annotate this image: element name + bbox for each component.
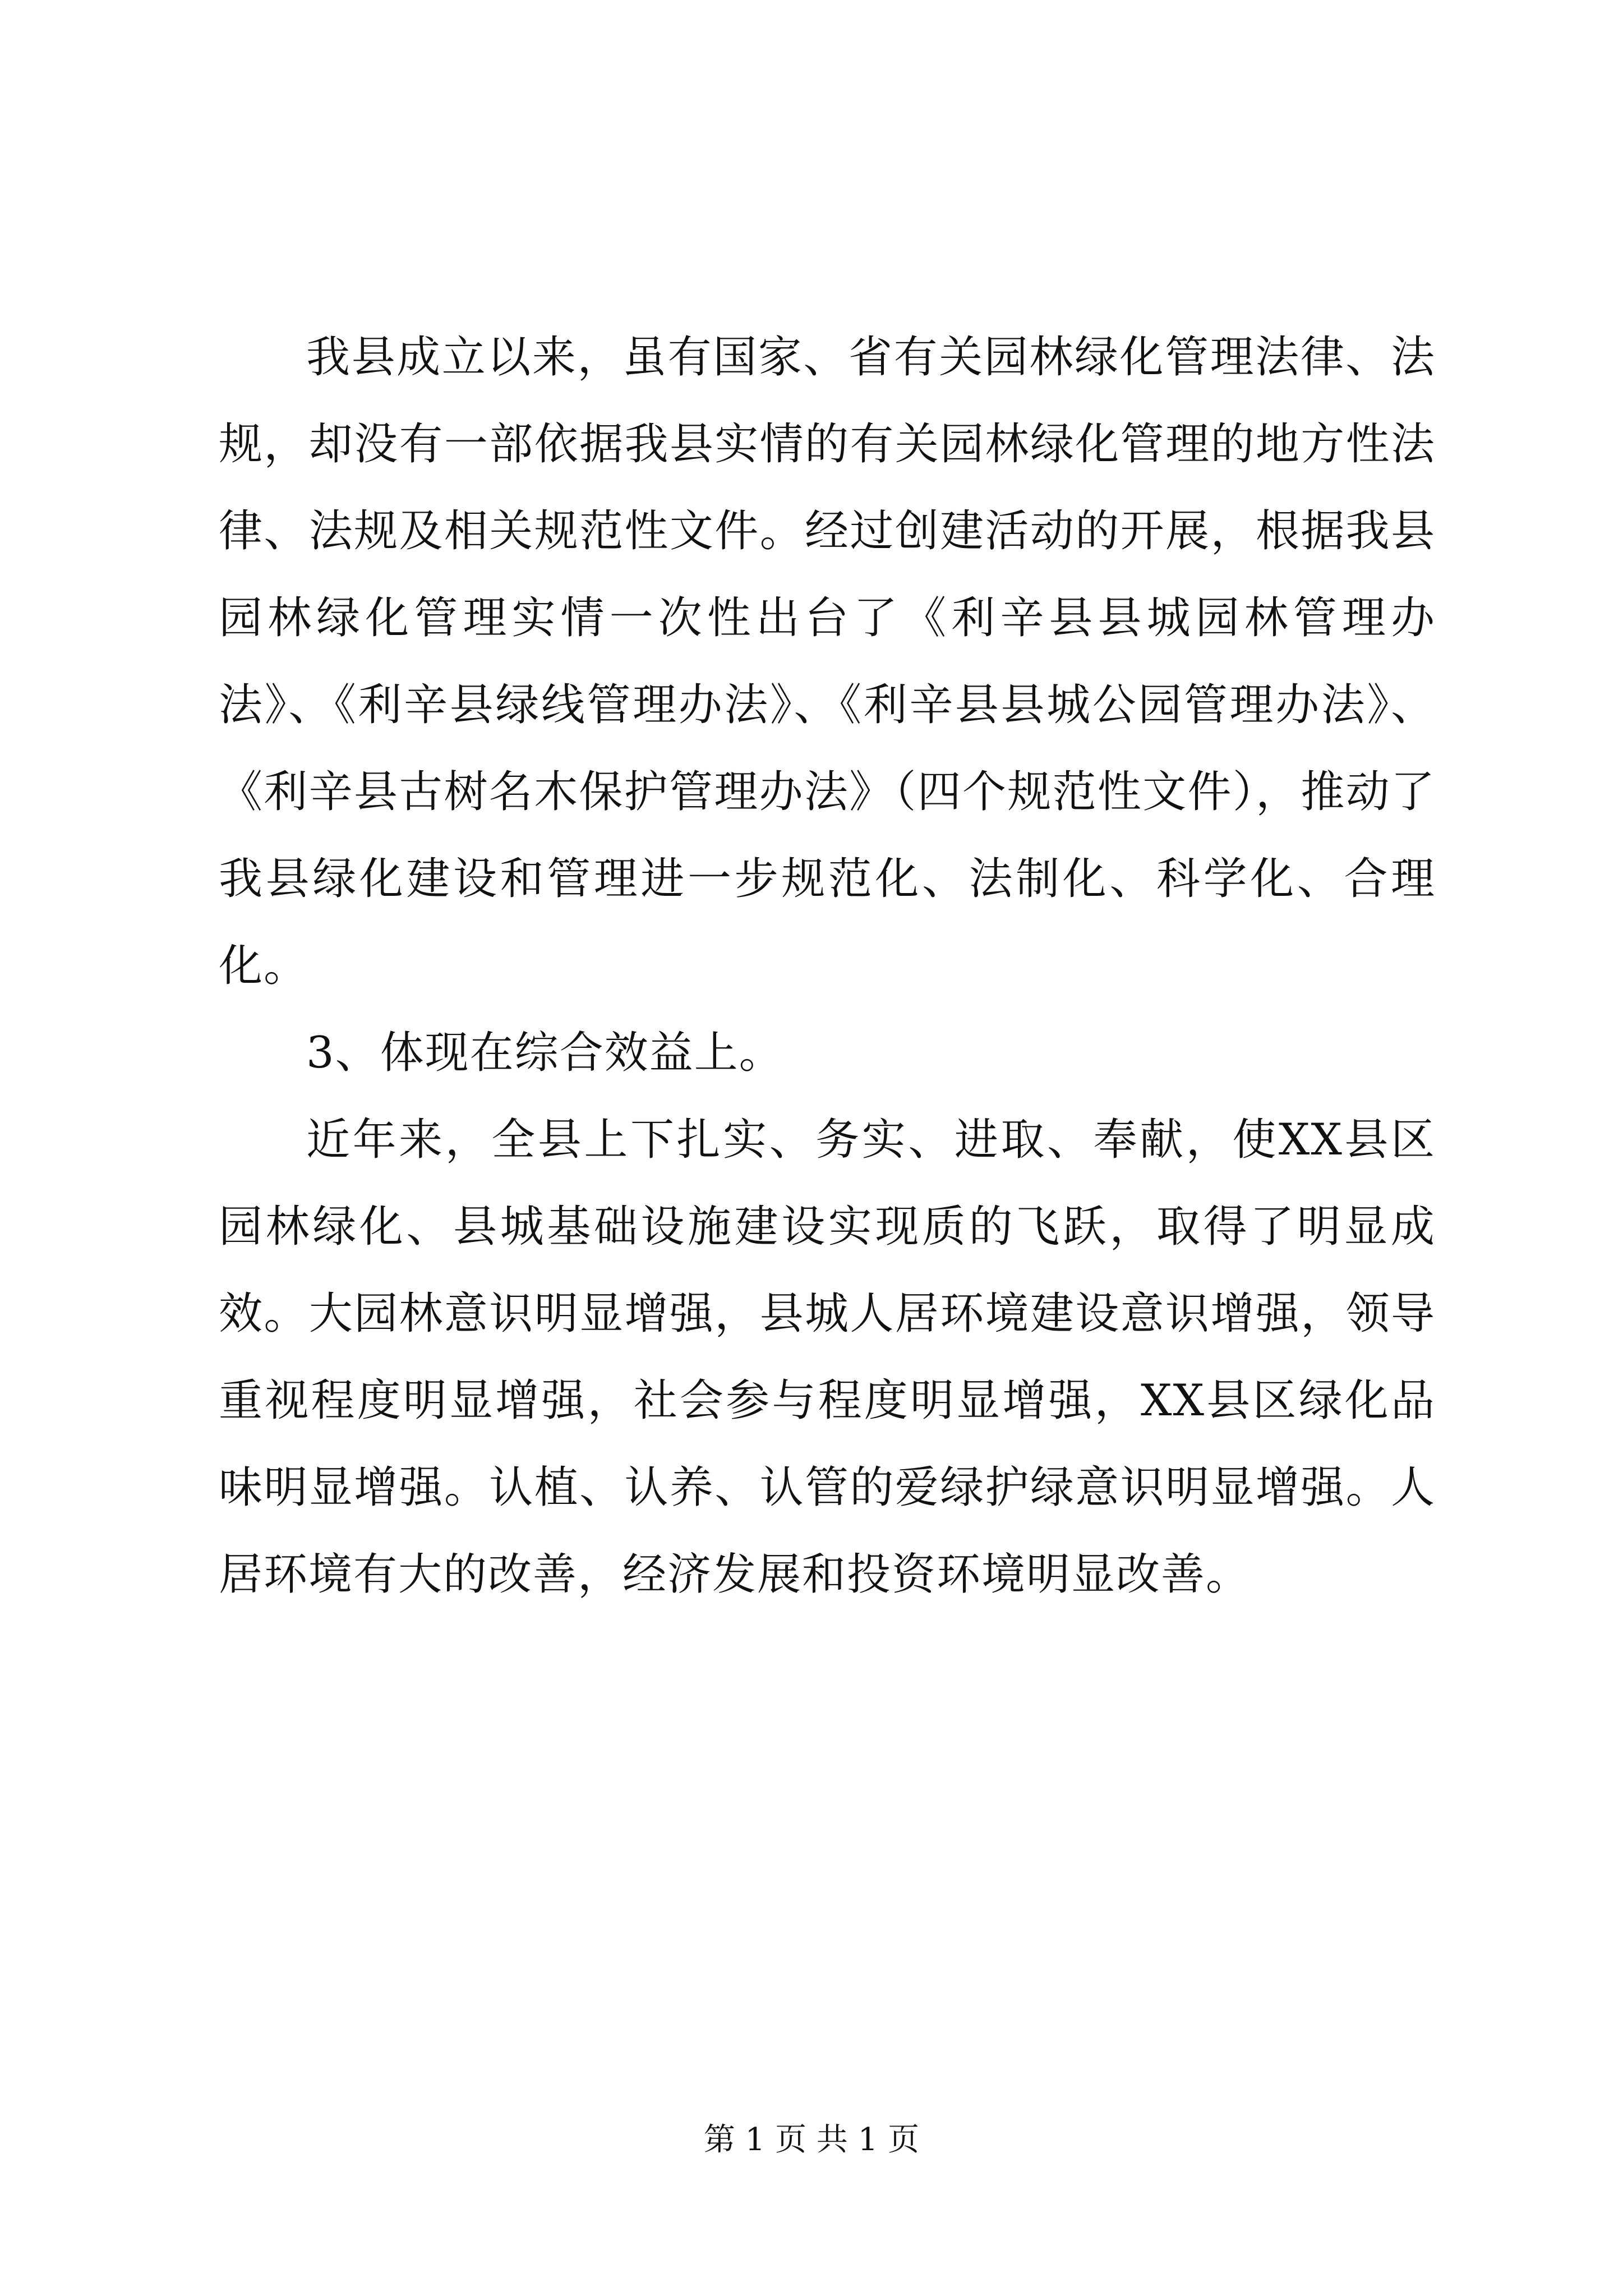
page-footer: 第 1 页 共 1 页 (703, 2122, 920, 2158)
paragraph-heading-benefits: 3、体现在综合效益上。 (306, 1028, 784, 1078)
paragraph-achievements: 近年来，全县上下扎实、务实、进取、奉献，使XX县区园林绿化、县城基础设施建设实现质的飞跃，取得了明显成效。大园林意识明显增强，县城人居环境建设意识增强，领导重视程度明显增强，社会参与程度明显增强，XX县区绿化品味明显增强。认植、认养、认管的爱绿护绿意识明显增强。人居环境有大的改善，经济发展和投资环境明显改善。 (219, 1115, 1436, 1600)
document-body (219, 314, 1436, 1618)
paragraph-regulations: 我县成立以来，虽有国家、省有关园林绿化管理法律、法规，却没有一部依据我县实情的有关园林绿化管理的地方性法律、法规及相关规范性文件。经过创建活动的开展，根据我县园林绿化管理实情一次性出台了《利辛县县城园林管理办法》、《利辛县绿线管理办法》、《利辛县县城公园管理办法》、《利辛县古树名木保护管理办法》（四个规范性文件），推动了我县绿化建设和管理进一步规范化、法制化、科学化、合理化。 (219, 332, 1436, 991)
